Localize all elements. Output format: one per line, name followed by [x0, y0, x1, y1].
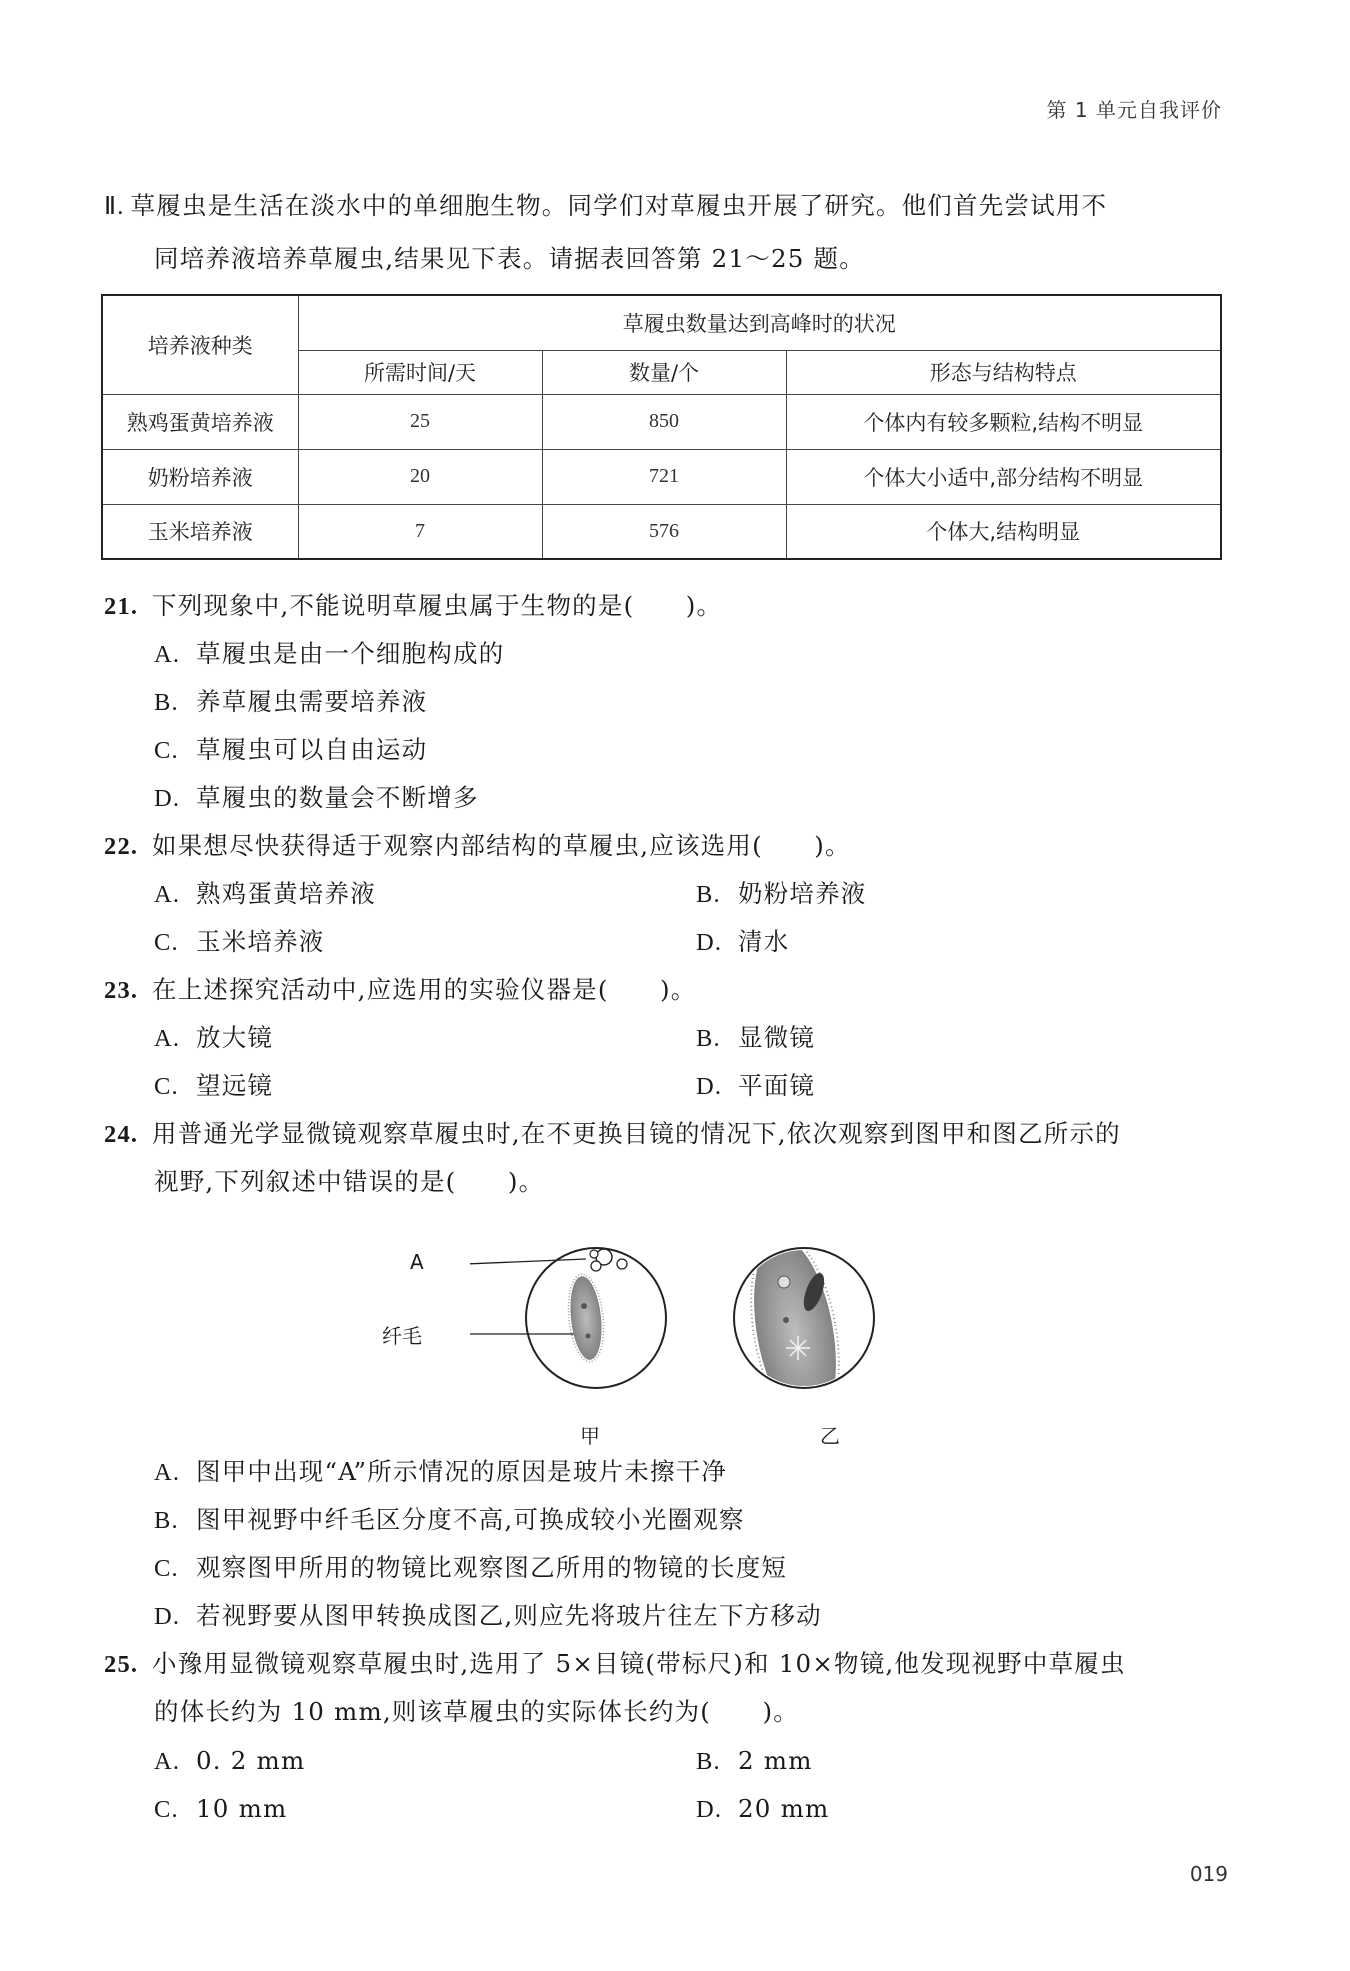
header-features: 形态与结构特点 [786, 350, 1221, 394]
culture-results-table [101, 294, 1222, 560]
option-d: D. 20 mm [696, 1794, 830, 1823]
section-header: 第 1 单元自我评价 [1046, 98, 1222, 122]
option-a: A. 草履虫是由一个细胞构成的 [154, 639, 505, 668]
field-yi [734, 1232, 874, 1436]
table-row [102, 504, 1221, 559]
question-25 [104, 1640, 1126, 1689]
option-a: A. 熟鸡蛋黄培养液 [154, 879, 376, 908]
cell-count: 721 [542, 449, 786, 504]
question-24 [104, 1110, 1121, 1159]
field-jia [470, 1248, 666, 1388]
option-c: C. 10 mm [154, 1794, 288, 1823]
question-text: 如果想尽快获得适于观察内部结构的草履虫,应该选用( )。 [152, 831, 851, 860]
caption-jia: 甲 [580, 1424, 600, 1448]
table-row [102, 449, 1221, 504]
question-number: 24. [104, 1121, 139, 1148]
question-21 [104, 582, 722, 631]
question-25-continued: 的体长约为 10 mm,则该草履虫的实际体长约为( )。 [154, 1697, 799, 1726]
cell-features: 个体内有较多颗粒,结构不明显 [786, 394, 1221, 449]
cell-features: 个体大小适中,部分结构不明显 [786, 449, 1221, 504]
option-c: C. 草履虫可以自由运动 [154, 735, 428, 764]
header-peak-status: 草履虫数量达到高峰时的状况 [298, 295, 1221, 350]
cell-count: 850 [542, 394, 786, 449]
question-text: 在上述探究活动中,应选用的实验仪器是( )。 [152, 975, 697, 1004]
table-row [102, 394, 1221, 449]
question-22 [104, 822, 851, 871]
option-b: B. 显微镜 [696, 1023, 816, 1052]
option-d: D. 若视野要从图甲转换成图乙,则应先将玻片往左下方移动 [154, 1601, 822, 1630]
question-number: 23. [104, 977, 139, 1004]
paramecium-views [470, 1232, 930, 1462]
caption-yi: 乙 [820, 1424, 840, 1448]
cell-time: 7 [298, 504, 542, 559]
cell-time: 25 [298, 394, 542, 449]
option-c: C. 观察图甲所用的物镜比观察图乙所用的物镜的长度短 [154, 1553, 788, 1582]
roman-numeral: Ⅱ. [104, 193, 125, 220]
page-number: 019 [1189, 1862, 1228, 1886]
question-number: 25. [104, 1651, 139, 1678]
label-a: A [410, 1250, 424, 1274]
intro-line-1: 草履虫是生活在淡水中的单细胞生物。同学们对草履虫开展了研究。他们首先尝试用不 [130, 191, 1108, 220]
label-cilia: 纤毛 [382, 1324, 422, 1348]
cell-time: 20 [298, 449, 542, 504]
option-c: C. 望远镜 [154, 1071, 274, 1100]
option-d: D. 平面镜 [696, 1071, 816, 1100]
option-a: A. 图甲中出现“A”所示情况的原因是玻片未擦干净 [154, 1457, 728, 1486]
question-24-continued: 视野,下列叙述中错误的是( )。 [154, 1167, 545, 1196]
intro-paragraph [104, 180, 1234, 285]
question-text: 小豫用显微镜观察草履虫时,选用了 5×目镜(带标尺)和 10×物镜,他发现视野中草履虫 [152, 1649, 1126, 1678]
header-culture-type: 培养液种类 [102, 295, 298, 394]
option-b: B. 2 mm [696, 1746, 813, 1775]
cell-count: 576 [542, 504, 786, 559]
question-text: 用普通光学显微镜观察草履虫时,在不更换目镜的情况下,依次观察到图甲和图乙所示的 [152, 1119, 1121, 1148]
option-d: D. 草履虫的数量会不断增多 [154, 783, 479, 812]
cell-culture: 奶粉培养液 [102, 449, 298, 504]
microscope-figure [382, 1232, 930, 1462]
option-b: B. 图甲视野中纤毛区分度不高,可换成较小光圈观察 [154, 1505, 745, 1534]
option-b: B. 奶粉培养液 [696, 879, 867, 908]
intro-line-2: 同培养液培养草履虫,结果见下表。请据表回答第 21～25 题。 [154, 244, 865, 273]
cell-culture: 熟鸡蛋黄培养液 [102, 394, 298, 449]
option-d: D. 清水 [696, 927, 790, 956]
question-number: 22. [104, 833, 139, 860]
header-time: 所需时间/天 [298, 350, 542, 394]
option-a: A. 0. 2 mm [154, 1746, 306, 1775]
cell-features: 个体大,结构明显 [786, 504, 1221, 559]
question-23 [104, 966, 697, 1015]
question-text: 下列现象中,不能说明草履虫属于生物的是( )。 [152, 591, 723, 620]
question-number: 21. [104, 593, 139, 620]
header-count: 数量/个 [542, 350, 786, 394]
cell-culture: 玉米培养液 [102, 504, 298, 559]
option-c: C. 玉米培养液 [154, 927, 325, 956]
option-a: A. 放大镜 [154, 1023, 274, 1052]
option-b: B. 养草履虫需要培养液 [154, 687, 428, 716]
